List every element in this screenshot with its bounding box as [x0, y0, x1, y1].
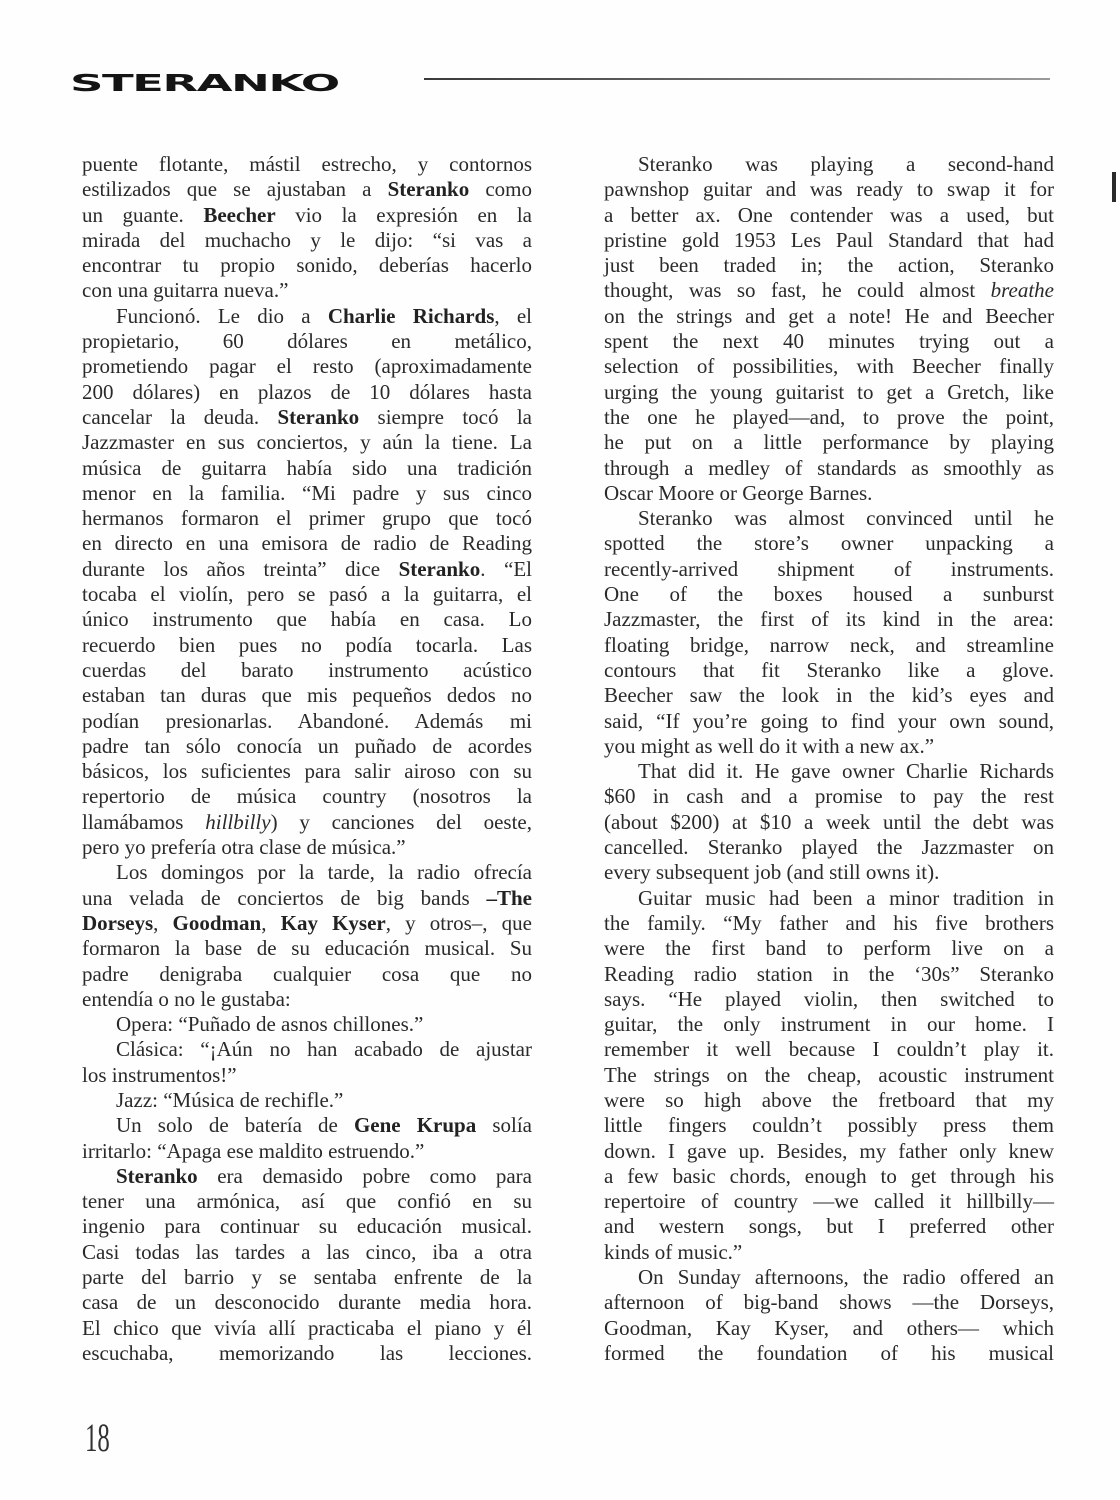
- text-run: floating bridge, narrow neck, and streamline: [604, 632, 1054, 657]
- text-run: irritarlo: “Apaga ese maldito estruendo.”: [82, 1138, 425, 1163]
- text-run: ingenio para continuar su educación musical.: [82, 1214, 532, 1239]
- text-run: thought, was so fast, he could almost: [604, 278, 991, 303]
- text-run: recently-arrived shipment of instruments.: [604, 556, 1054, 581]
- text-run: One of the boxes housed a sunburst: [604, 582, 1054, 607]
- text-line: [82, 1341, 532, 1366]
- text-line: [604, 177, 1054, 202]
- text-run: Steranko was playing a second-hand: [638, 152, 1054, 176]
- text-line: [604, 1164, 1054, 1189]
- text-run: El chico que vivía allí practicaba el piano y él: [82, 1315, 532, 1340]
- text-run: little fingers couldn’t possibly press them: [604, 1113, 1054, 1138]
- text-line: [82, 380, 532, 405]
- text-line: [82, 759, 532, 784]
- text-run: estilizados que se ajustaban a: [82, 177, 388, 202]
- text-run: llamábamos: [82, 809, 206, 834]
- text-run: una velada de conciertos de big bands: [82, 885, 487, 910]
- text-run: ,: [261, 910, 281, 935]
- text-line: [82, 835, 532, 860]
- text-run: $60 in cash and a promise to pay the rest: [604, 784, 1054, 809]
- text-run: he put on a little performance by playing: [604, 430, 1054, 455]
- text-run: un guante.: [82, 202, 204, 227]
- text-run: como: [469, 177, 532, 202]
- text-line: [82, 354, 532, 379]
- text-run: tener una armónica, así que confió en su: [82, 1189, 532, 1214]
- text-line: [82, 278, 532, 303]
- text-run: were so high above the fretboard that my: [604, 1087, 1054, 1112]
- text-run: padre tan sólo conocía un puñado de acordes: [82, 733, 532, 758]
- text-run: Clásica: “¡Aún no han acabado de ajustar: [116, 1037, 532, 1062]
- text-line: [604, 683, 1054, 708]
- text-run: con una guitarra nueva.”: [82, 278, 289, 303]
- text-run: Funcionó. Le dio a: [116, 303, 328, 328]
- text-run: repertoire of country —we called it hillbilly—: [604, 1189, 1054, 1214]
- text-run: puente flotante, mástil estrecho, y contornos: [82, 152, 532, 176]
- text-line: [82, 784, 532, 809]
- text-run: Jazz: “Música de rechifle.”: [116, 1087, 344, 1112]
- text-run: ,: [153, 910, 173, 935]
- text-line: [82, 582, 532, 607]
- text-run: 200 dólares) en plazos de 10 dólares hasta: [82, 379, 532, 404]
- text-run: , y otros–, que: [385, 910, 532, 935]
- text-line: [604, 633, 1054, 658]
- text-line: [604, 1012, 1054, 1037]
- text-run: spotted the store’s owner unpacking a: [604, 531, 1054, 556]
- text-run: Casi todas las tardes a las cinco, iba a otra: [82, 1239, 532, 1264]
- spanish-text-column: [82, 152, 532, 1366]
- text-run: Beecher saw the look in the kid’s eyes and: [604, 683, 1054, 708]
- text-line: [604, 886, 1054, 911]
- text-run: formed the foundation of his musical: [604, 1340, 1054, 1365]
- text-run: urging the young guitarist to get a Gretch, like: [604, 379, 1054, 404]
- text-line: [82, 886, 532, 911]
- text-line: [82, 911, 532, 936]
- bold-name: Steranko: [387, 177, 470, 202]
- text-run: encontrar tu propio sonido, deberías hacerlo: [82, 253, 532, 278]
- text-run: casa de un desconocido durante media hora.: [82, 1290, 532, 1315]
- text-run: Los domingos por la tarde, la radio ofrecía: [116, 860, 532, 885]
- text-run: en directo en una emisora de radio de Reading: [82, 531, 532, 556]
- text-line: [82, 203, 532, 228]
- text-line: [82, 557, 532, 582]
- text-line: [82, 304, 532, 329]
- text-run: Guitar music had been a minor tradition in: [638, 885, 1054, 910]
- text-run: the one he played—and, to prove the point,: [604, 404, 1054, 429]
- text-line: [82, 658, 532, 683]
- text-run: a better ax. One contender was a used, but: [604, 202, 1054, 227]
- text-line: [82, 860, 532, 885]
- text-run: (about $200) at $10 a week until the debt was: [604, 809, 1054, 834]
- header-rule: [424, 78, 1050, 80]
- text-run: you might as well do it with a new ax.”: [604, 733, 935, 758]
- text-line: [82, 481, 532, 506]
- text-line: [82, 607, 532, 632]
- text-run: said, “If you’re going to find your own sound,: [604, 708, 1054, 733]
- english-text-column: [604, 152, 1054, 1366]
- text-run: tocaba el violín, pero se pasó a la guitarra, el: [82, 582, 532, 607]
- text-run: prometiendo pagar el resto (aproximadamente: [82, 354, 532, 379]
- text-run: solía: [476, 1113, 532, 1138]
- text-run: every subsequent job (and still owns it).: [604, 860, 940, 885]
- page-number: 18: [85, 1415, 110, 1460]
- text-run: pawnshop guitar and was ready to swap it for: [604, 177, 1054, 202]
- bold-name: Kay Kyser: [280, 910, 386, 935]
- text-line: [82, 430, 532, 455]
- text-run: era demasido pobre como para: [197, 1163, 532, 1188]
- text-line: [82, 1240, 532, 1265]
- text-run: escuchaba, memorizando las lecciones.: [82, 1340, 532, 1365]
- text-line: [82, 253, 532, 278]
- text-line: [82, 987, 532, 1012]
- text-run: cancelled. Steranko played the Jazzmaster on: [604, 835, 1054, 860]
- text-run: . “El: [480, 556, 533, 581]
- text-line: [82, 936, 532, 961]
- text-line: [82, 329, 532, 354]
- text-line: [604, 1088, 1054, 1113]
- text-run: the family. “My father and his five brothers: [604, 910, 1054, 935]
- text-run: selection of possibilities, with Beecher finally: [604, 354, 1054, 379]
- text-line: [604, 1037, 1054, 1062]
- text-run: menor en la familia. “Mi padre y sus cinco: [82, 480, 532, 505]
- text-line: [604, 152, 1054, 177]
- text-run: remember it well because I couldn’t play it.: [604, 1037, 1054, 1062]
- bold-name: Dorseys: [82, 910, 154, 935]
- text-line: [82, 152, 532, 177]
- text-line: [604, 278, 1054, 303]
- text-line: [82, 405, 532, 430]
- text-line: [604, 1139, 1054, 1164]
- text-line: [82, 1189, 532, 1214]
- text-run: guitar, the only instrument in our home. I: [604, 1012, 1054, 1037]
- text-line: [604, 430, 1054, 455]
- text-line: [604, 1265, 1054, 1290]
- text-run: vio la expresión en la: [275, 202, 533, 227]
- text-run: and western songs, but I preferred other: [604, 1214, 1054, 1239]
- text-run: through a medley of standards as smoothly as: [604, 455, 1054, 480]
- text-line: [82, 177, 532, 202]
- text-run: down. I gave up. Besides, my father only knew: [604, 1138, 1054, 1163]
- text-line: [604, 911, 1054, 936]
- text-line: [82, 1290, 532, 1315]
- text-line: [82, 1265, 532, 1290]
- text-line: [82, 709, 532, 734]
- text-run: Jazzmaster en sus conciertos, y aún la tiene. La: [82, 430, 532, 455]
- text-run: los instrumentos!”: [82, 1062, 237, 1087]
- text-line: [604, 1240, 1054, 1265]
- bold-name: Beecher: [203, 202, 276, 227]
- text-line: [604, 304, 1054, 329]
- text-line: [82, 1063, 532, 1088]
- text-line: [604, 354, 1054, 379]
- text-line: [604, 607, 1054, 632]
- text-run: entendía o no le gustaba:: [82, 986, 291, 1011]
- header-title: STERANKO: [70, 69, 339, 98]
- text-line: [604, 380, 1054, 405]
- text-line: [604, 1063, 1054, 1088]
- bold-name: Steranko: [116, 1163, 198, 1188]
- text-run: Opera: “Puñado de asnos chillones.”: [116, 1012, 424, 1037]
- text-run: says. “He played violin, then switched to: [604, 986, 1054, 1011]
- text-line: [604, 962, 1054, 987]
- text-run: cuerdas del barato instrumento acústico: [82, 657, 532, 682]
- text-line: [604, 759, 1054, 784]
- italic-term: breathe: [990, 278, 1054, 303]
- text-line: [82, 1164, 532, 1189]
- bold-name: Steranko: [398, 556, 481, 581]
- text-run: Steranko was almost convinced until he: [638, 506, 1054, 531]
- text-run: mirada del muchacho y le dijo: “si vas a: [82, 227, 532, 252]
- text-line: [604, 531, 1054, 556]
- bold-name: Steranko: [277, 404, 360, 429]
- text-line: [82, 810, 532, 835]
- text-line: [604, 1113, 1054, 1138]
- text-run: kinds of music.”: [604, 1239, 743, 1264]
- text-line: [604, 557, 1054, 582]
- text-line: [82, 1012, 532, 1037]
- text-run: Jazzmaster, the first of its kind in the area:: [604, 607, 1054, 632]
- text-line: [604, 329, 1054, 354]
- text-run: spent the next 40 minutes trying out a: [604, 329, 1054, 354]
- text-line: [604, 203, 1054, 228]
- text-line: [604, 936, 1054, 961]
- text-line: [82, 456, 532, 481]
- text-run: música de guitarra había sido una tradición: [82, 455, 532, 480]
- text-run: pero yo prefería otra clase de música.”: [82, 835, 406, 860]
- text-line: [82, 1037, 532, 1062]
- text-run: podían presionarlas. Abandoné. Además mi: [82, 708, 532, 733]
- text-run: parte del barrio y se sentaba enfrente de la: [82, 1265, 532, 1290]
- text-run: That did it. He gave owner Charlie Richards: [638, 759, 1054, 784]
- text-run: repertorio de música country (nosotros la: [82, 784, 532, 809]
- text-line: [82, 228, 532, 253]
- text-line: [604, 835, 1054, 860]
- text-run: ) y canciones del oeste,: [270, 809, 532, 834]
- text-line: [604, 228, 1054, 253]
- text-run: , el: [494, 303, 533, 328]
- text-line: [604, 456, 1054, 481]
- text-line: [604, 810, 1054, 835]
- text-line: [604, 1290, 1054, 1315]
- text-run: afternoon of big-band shows —the Dorseys,: [604, 1290, 1054, 1315]
- text-line: [82, 506, 532, 531]
- text-run: estaban tan duras que mis pequeños dedos no: [82, 683, 532, 708]
- text-run: Goodman, Kay Kyser, and others— which: [604, 1315, 1054, 1340]
- text-line: [604, 1341, 1054, 1366]
- text-run: pristine gold 1953 Les Paul Standard that had: [604, 227, 1054, 252]
- text-run: hermanos formaron el primer grupo que tocó: [82, 506, 532, 531]
- text-line: [604, 658, 1054, 683]
- text-run: recuerdo bien pues no podía tocarla. Las: [82, 632, 532, 657]
- bold-name: Gene Krupa: [353, 1113, 477, 1138]
- text-run: básicos, los suficientes para salir airoso con su: [82, 759, 532, 784]
- text-run: a few basic chords, enough to get through his: [604, 1163, 1054, 1188]
- text-run: were the first band to perform live on a: [604, 936, 1054, 961]
- text-run: The strings on the cheap, acoustic instrument: [604, 1062, 1054, 1087]
- text-run: cancelar la deuda.: [82, 404, 278, 429]
- text-line: [604, 405, 1054, 430]
- text-line: [604, 860, 1054, 885]
- text-line: [82, 683, 532, 708]
- text-run: propietario, 60 dólares en metálico,: [82, 329, 532, 354]
- bold-name: Charlie Richards: [327, 303, 495, 328]
- text-line: [82, 633, 532, 658]
- text-run: on the strings and get a note! He and Beecher: [604, 303, 1054, 328]
- text-line: [604, 582, 1054, 607]
- bold-name: –The: [486, 885, 532, 910]
- bold-name: Goodman: [172, 910, 262, 935]
- text-line: [82, 1139, 532, 1164]
- text-line: [604, 784, 1054, 809]
- text-run: siempre tocó la: [359, 404, 532, 429]
- text-line: [604, 506, 1054, 531]
- text-line: [604, 253, 1054, 278]
- running-header: [70, 69, 339, 98]
- text-line: [604, 734, 1054, 759]
- text-line: [604, 987, 1054, 1012]
- text-run: Oscar Moore or George Barnes.: [604, 480, 873, 505]
- text-line: [604, 1316, 1054, 1341]
- text-run: único instrumento que había en casa. Lo: [82, 607, 532, 632]
- text-line: [604, 1214, 1054, 1239]
- text-line: [82, 1214, 532, 1239]
- text-line: [604, 1189, 1054, 1214]
- italic-term: hillbilly: [205, 809, 271, 834]
- text-run: durante los años treinta” dice: [82, 556, 399, 581]
- text-run: Reading radio station in the ‘30s” Steranko: [604, 961, 1054, 986]
- text-line: [82, 962, 532, 987]
- text-line: [604, 481, 1054, 506]
- text-run: formaron la base de su educación musical. Su: [82, 936, 532, 961]
- text-run: Un solo de batería de: [116, 1113, 354, 1138]
- text-line: [82, 1088, 532, 1113]
- page-edge-mark: [1112, 172, 1116, 202]
- text-run: padre denigraba cualquier cosa que no: [82, 961, 532, 986]
- text-line: [82, 1113, 532, 1138]
- text-line: [82, 531, 532, 556]
- text-run: On Sunday afternoons, the radio offered an: [638, 1265, 1054, 1290]
- text-run: just been traded in; the action, Steranko: [604, 253, 1054, 278]
- text-line: [82, 1316, 532, 1341]
- text-run: contours that fit Steranko like a glove.: [604, 657, 1054, 682]
- text-line: [604, 709, 1054, 734]
- text-line: [82, 734, 532, 759]
